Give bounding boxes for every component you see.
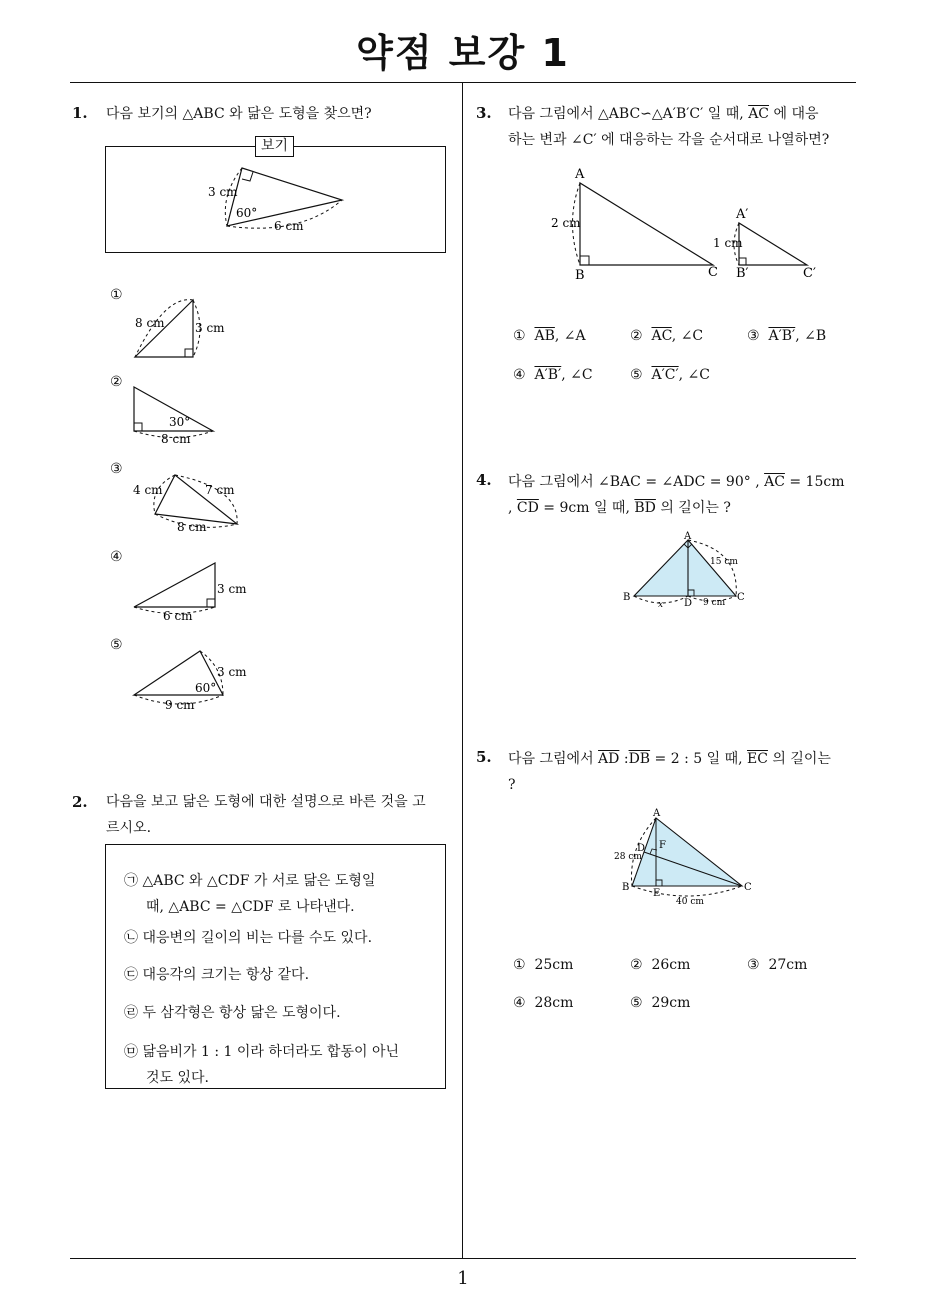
q2-text-line2: 르시오. — [106, 820, 152, 836]
svg-text:B′: B′ — [736, 266, 749, 281]
svg-text:x: x — [658, 600, 664, 610]
q1-option-5-label-b: 60° — [195, 681, 217, 695]
svg-text:15 cm: 15 cm — [710, 557, 738, 567]
bottom-divider — [70, 1258, 856, 1259]
q1-option-4-figure[interactable] — [125, 558, 250, 626]
svg-text:A: A — [575, 167, 585, 182]
top-divider — [70, 82, 856, 83]
q1-option-3-label-b: 7 cm — [205, 483, 235, 497]
q2-text-line1: 다음을 보고 닮은 도형에 대한 설명으로 바른 것을 고 — [106, 794, 426, 810]
svg-text:C′: C′ — [803, 266, 816, 281]
q1-option-3-num[interactable]: ③ — [110, 461, 123, 477]
q1-number: 1. — [72, 104, 88, 122]
svg-text:A: A — [684, 531, 692, 542]
svg-text:C: C — [708, 265, 718, 280]
q1-option-5-label-c: 9 cm — [165, 698, 195, 712]
q2-item-5-line2: 것도 있다. — [146, 1070, 209, 1086]
svg-text:D: D — [684, 598, 693, 609]
svg-text:B: B — [575, 268, 585, 283]
q1-example-side-a: 3 cm — [208, 185, 238, 199]
q5-option-1[interactable]: ① 25cm — [513, 957, 574, 973]
q2-item-1-line2: 때, △ABC = △CDF 로 나타낸다. — [146, 899, 355, 915]
q1-text: 다음 보기의 △ABC 와 닮은 도형을 찾으면? — [106, 106, 372, 122]
svg-text:B: B — [623, 592, 631, 603]
q3-figure — [545, 163, 835, 283]
q5-number: 5. — [476, 748, 492, 766]
svg-text:D: D — [637, 843, 646, 854]
column-divider — [462, 83, 463, 1259]
q2-item-5[interactable]: ㉤ 닮음비가 1 : 1 이라 하더라도 합동이 아닌 — [124, 1044, 399, 1060]
q3-option-1[interactable]: ① $\overline{AB}$, ∠A — [513, 328, 586, 344]
q1-example-angle: 60° — [236, 206, 258, 220]
q5-figure — [612, 806, 762, 911]
svg-text:A: A — [653, 808, 661, 819]
q5-text-line1: 다음 그림에서 $\overline{AD}$ $:\overline{DB} = 2$ : 5 일 때, $\overline{EC}$ 의 길이는 — [508, 751, 831, 767]
svg-text:1 cm: 1 cm — [713, 236, 743, 250]
q1-option-1-figure[interactable] — [125, 295, 235, 367]
svg-text:C: C — [737, 592, 745, 603]
q3-text-line2: 하는 변과 ∠C′ 에 대응하는 각을 순서대로 나열하면? — [508, 132, 830, 148]
q3-option-5[interactable]: ⑤ A′C′, ∠C — [630, 367, 710, 383]
q1-option-1-label-b: 3 cm — [195, 321, 225, 335]
q3-option-3[interactable]: ③ A′B′, ∠B — [747, 328, 827, 344]
q5-option-4[interactable]: ④ 28cm — [513, 995, 574, 1011]
q5-option-5[interactable]: ⑤ 29cm — [630, 995, 691, 1011]
page-number: 1 — [457, 1268, 469, 1289]
q1-option-2-side: 8 cm — [161, 432, 191, 446]
q1-option-3-label-c: 8 cm — [177, 520, 207, 534]
q4-text-line1: 다음 그림에서 ∠BAC = ∠ADC = 90° , $\overline{AC} = 15cm$ — [508, 474, 845, 490]
q1-option-4-label-b: 6 cm — [163, 609, 193, 623]
q4-number: 4. — [476, 471, 492, 489]
svg-text:E: E — [653, 888, 661, 899]
q2-item-3[interactable]: ㉢ 대응각의 크기는 항상 같다. — [124, 967, 310, 983]
q1-option-3-figure[interactable] — [125, 470, 250, 538]
q1-option-5-figure[interactable] — [125, 645, 255, 715]
q5-option-2[interactable]: ② 26cm — [630, 957, 691, 973]
q1-example-side-b: 6 cm — [274, 219, 304, 233]
q1-example-tag: 보기 — [255, 136, 294, 157]
q1-option-4-num[interactable]: ④ — [110, 549, 123, 565]
q3-number: 3. — [476, 104, 492, 122]
q1-option-2-num[interactable]: ② — [110, 374, 123, 390]
svg-text:40 cm: 40 cm — [676, 897, 704, 907]
svg-text:C: C — [744, 882, 752, 893]
q1-option-2-angle: 30° — [169, 415, 191, 429]
q4-figure — [618, 530, 758, 615]
svg-text:2 cm: 2 cm — [551, 216, 581, 230]
q4-text-line2: , $\overline{CD} = 9cm$ 일 때, $\overline{BD}$ 의 길이는 ? — [508, 500, 731, 516]
q2-number: 2. — [72, 793, 88, 811]
q5-text-line2: ? — [508, 777, 516, 793]
q2-item-1[interactable]: ㉠ △ABC 와 △CDF 가 서로 닮은 도형일 — [124, 873, 376, 889]
q1-option-5-num[interactable]: ⑤ — [110, 637, 123, 653]
q5-option-3[interactable]: ③ 27cm — [747, 957, 808, 973]
q1-option-1-num[interactable]: ① — [110, 287, 123, 303]
q3-option-2[interactable]: ② $\overline{AC}$, ∠C — [630, 328, 704, 344]
q1-option-4-label-a: 3 cm — [217, 582, 247, 596]
svg-text:9 cm: 9 cm — [703, 598, 726, 608]
q1-option-3-label-a: 4 cm — [133, 483, 163, 497]
page-title: 약점 보강 1 — [356, 31, 570, 75]
q1-option-2-figure[interactable] — [125, 380, 235, 450]
q3-text-line1: 다음 그림에서 △ABC∽△A′B′C′ 일 때, $\overline{AC}$ 에 대응 — [508, 106, 819, 122]
q1-example-figure — [200, 160, 360, 240]
svg-text:A′: A′ — [736, 207, 749, 222]
svg-text:B: B — [622, 882, 630, 893]
q1-option-1-label-a: 8 cm — [135, 316, 165, 330]
q2-item-2[interactable]: ㉡ 대응변의 길이의 비는 다를 수도 있다. — [124, 930, 373, 946]
q3-option-4[interactable]: ④ A′B′, ∠C — [513, 367, 593, 383]
svg-text:28 cm: 28 cm — [614, 852, 642, 862]
q2-item-4[interactable]: ㉣ 두 삼각형은 항상 닮은 도형이다. — [124, 1005, 341, 1021]
q1-option-5-label-a: 3 cm — [217, 665, 247, 679]
svg-text:F: F — [659, 840, 666, 851]
